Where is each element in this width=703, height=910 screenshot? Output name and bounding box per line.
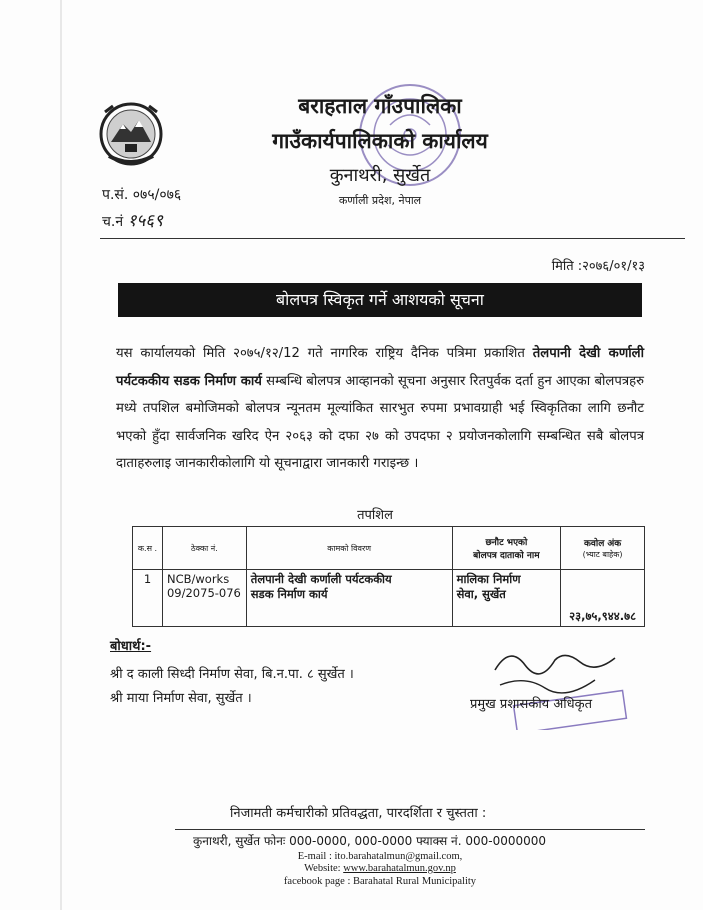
header-bidder xyxy=(452,527,561,570)
cell-amount xyxy=(561,570,645,627)
cell-description xyxy=(246,570,452,627)
office-subtitle: गाउँकार्यपालिकाको कार्यालय xyxy=(272,129,488,153)
notice-body-project: तेलपानी देखी कर्णाली पर्यटककीय सडक निर्माण कार्य xyxy=(116,346,645,389)
header-divider xyxy=(100,238,685,239)
notice-title-banner: बोलपत्र स्विकृत गर्ने आशयको सूचना xyxy=(118,283,642,317)
document-date: मिति :२०७६/०१/१३ xyxy=(551,259,645,274)
footer-website-link[interactable]: www.barahatalmun.gov.np xyxy=(343,863,456,874)
table-caption: तपशिल xyxy=(357,508,393,523)
nepal-emblem-icon xyxy=(95,98,167,168)
cell-description-line1: तेलपानी देखी कर्णाली पर्यटककीय xyxy=(250,572,392,586)
notice-body-part1: यस कार्यालयको मिति २०७५/१२/12 गते नागरिक राष्ट्रिय दैनिक पत्रिमा प्रकाशित xyxy=(116,346,533,361)
footer-website-label: Website: xyxy=(304,863,341,874)
bid-details-table xyxy=(132,526,645,627)
footer-email: E-mail : ito.barahatalmun@gmail.com, xyxy=(297,851,463,862)
reference-number: प.सं. ०७५/०७६ xyxy=(102,187,182,203)
header-amount xyxy=(561,527,645,570)
notice-body xyxy=(116,340,644,478)
page-shadow-edge xyxy=(60,0,62,910)
cell-bidder xyxy=(452,570,561,627)
dispatch-label: च.नं xyxy=(102,214,124,230)
table-header-row xyxy=(133,527,645,570)
cell-description-line2: सडक निर्माण कार्य xyxy=(250,587,328,601)
header-sn: क.स . xyxy=(133,527,163,570)
office-name: बराहताल गाँउपालिका xyxy=(298,94,462,118)
office-province: कर्णाली प्रदेश, नेपाल xyxy=(338,194,422,207)
footer-divider xyxy=(175,829,645,830)
cc-item: श्री द काली सिध्दी निर्माण सेवा, बि.न.पा. ८ सुर्खेत । xyxy=(110,667,354,682)
cc-label: बोधार्थ:- xyxy=(110,639,152,654)
cell-bidder-line2: सेवा, सुर्खेत xyxy=(456,587,506,601)
table-row xyxy=(133,570,645,627)
cell-contract-no-line2: 09/2075-076 xyxy=(166,586,241,600)
footer-facebook: facebook page : Barahatal Rural Municipality xyxy=(283,876,477,887)
cc-item: श्री माया निर्माण सेवा, सुर्खेत । xyxy=(110,691,252,706)
footer-address: कुनाथरी, सुर्खेत फोनः 000-0000, 000-0000 फ्याक्स नं. 000-0000000 xyxy=(193,834,547,848)
cell-contract-no xyxy=(162,570,246,627)
header-contract-no: ठेक्का नं. xyxy=(162,527,246,570)
notice-body-part2: सम्बन्धि बोलपत्र आव्हानको सूचना अनुसार रितपुर्वक दर्ता हुन आएका बोलपत्रहरु मध्ये तपशिल बमोजिमको बोलपत्र न्यूनतम मूल्यांकित सारभुत रुपमा प्रभावग्राही भई स्विकृतिका लागि छनौट भएको हुँदा सार्वजनिक खरिद ऐन २०६३ को दफा २७ को उपदफा २ प्रयोजनकोलागि सम्बन्धित सबै बोलपत्र दाताहरुलाइ जानकारीकोलागि यो सूचनाद्वारा जानकारी गराइन्छ । xyxy=(116,373,644,471)
footer-website xyxy=(200,863,560,874)
header-amount-line1: कवोल अंक xyxy=(583,539,622,549)
signatory-title: प्रमुख प्रशासकीय अधिकृत xyxy=(470,697,593,712)
cell-sn: 1 xyxy=(133,570,163,627)
dispatch-number xyxy=(102,208,163,231)
header-description: कामको विवरण xyxy=(246,527,452,570)
cell-contract-no-line1: NCB/works xyxy=(166,572,230,586)
cell-amount-value: २३,७५,९४४.७८ xyxy=(569,609,637,623)
header-bidder-line1: छनौट भएको xyxy=(485,538,528,548)
cell-bidder-line1: मालिका निर्माण xyxy=(456,572,521,586)
office-location: कुनाथरी, सुर्खेत xyxy=(329,165,431,186)
footer-motto: निजामती कर्मचारीको प्रतिवद्धता, पारदर्शिता र चुस्तता : xyxy=(230,806,487,821)
header-bidder-line2: बोलपत्र दाताको नाम xyxy=(473,551,540,561)
handwritten-signature-icon xyxy=(485,640,635,730)
header-amount-line2: (भ्याट बाहेक) xyxy=(582,550,623,559)
dispatch-value: १५६९ xyxy=(127,211,163,231)
